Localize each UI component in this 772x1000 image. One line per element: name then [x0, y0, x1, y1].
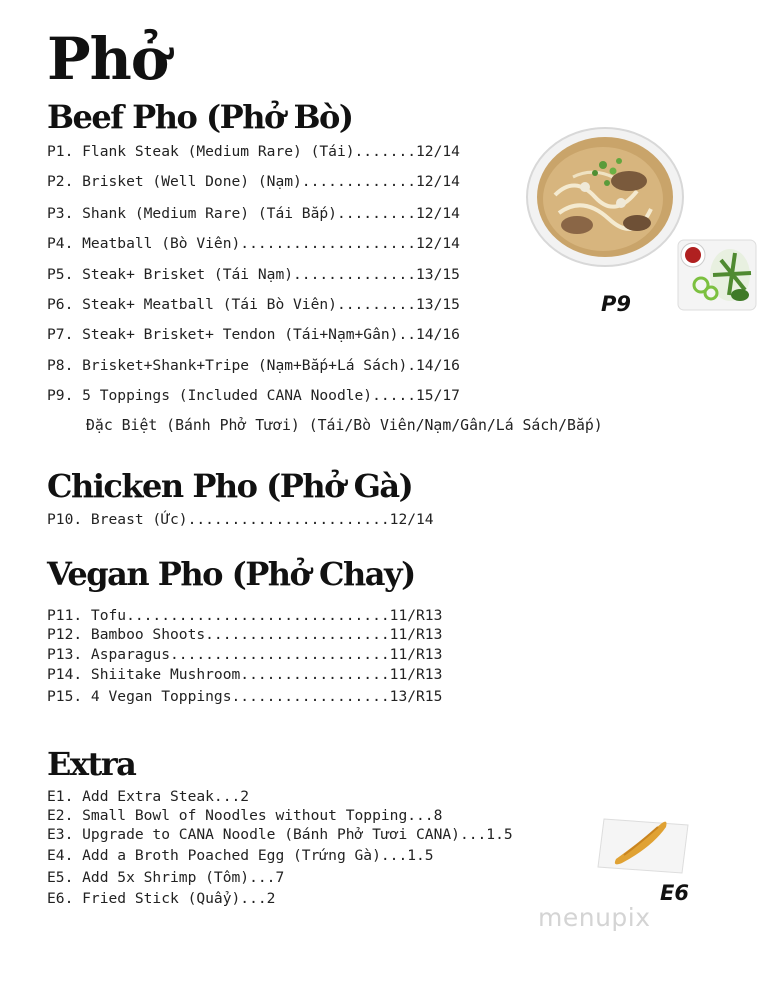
menu-item-e4: E4. Add a Broth Poached Egg (Trứng Gà)...1.5: [47, 847, 434, 864]
extra-heading: Extra: [47, 745, 136, 783]
menu-item-p1: P1. Flank Steak (Medium Rare) (Tái).......12/14: [47, 143, 460, 160]
menu-item-e1: E1. Add Extra Steak...2: [47, 788, 250, 805]
menu-item-p2: P2. Brisket (Well Done) (Nạm).............12/14: [47, 173, 460, 190]
menu-item-p3: P3. Shank (Medium Rare) (Tái Bắp).........12/14: [47, 205, 460, 222]
menu-item-p4: P4. Meatball (Bò Viên)....................12/14: [47, 235, 460, 252]
menu-item-p8: P8. Brisket+Shank+Tripe (Nạm+Bắp+Lá Sách).14/16: [47, 357, 460, 374]
menu-item-p11: P11. Tofu..............................11/R13: [47, 607, 443, 624]
p9-photo-label: P9: [601, 292, 632, 316]
menu-item-p9: P9. 5 Toppings (Included CANA Noodle).....15/17: [47, 387, 460, 404]
menu-item-p5: P5. Steak+ Brisket (Tái Nạm)..............13/15: [47, 266, 460, 283]
special-note: Đặc Biệt (Bánh Phở Tươi) (Tái/Bò Viên/Nạm/Gân/Lá Sách/Bắp): [86, 417, 603, 434]
e6-photo-label: E6: [660, 881, 689, 905]
menu-item-p15: P15. 4 Vegan Toppings..................13/R15: [47, 688, 443, 705]
menu-item-e6: E6. Fried Stick (Quẩy)...2: [47, 890, 276, 907]
menu-item-p14: P14. Shiitake Mushroom.................11/R13: [47, 666, 443, 683]
menu-item-p13: P13. Asparagus.........................11/R13: [47, 646, 443, 663]
vegan-pho-heading: Vegan Pho (Phở Chay): [47, 555, 415, 593]
beef-pho-heading: Beef Pho (Phở Bò): [47, 98, 353, 136]
menu-item-p6: P6. Steak+ Meatball (Tái Bò Viên).........13/15: [47, 296, 460, 313]
fried-stick-photo: [596, 815, 692, 877]
menu-item-e5: E5. Add 5x Shrimp (Tôm)...7: [47, 869, 285, 886]
menupix-watermark: menupix: [538, 903, 651, 932]
page-title: Phở: [47, 25, 169, 93]
menu-item-p7: P7. Steak+ Brisket+ Tendon (Tái+Nạm+Gân)..14/16: [47, 326, 460, 343]
pho-bowl-photo: [525, 125, 761, 320]
menu-item-e2: E2. Small Bowl of Noodles without Topping...8: [47, 807, 443, 824]
chicken-pho-heading: Chicken Pho (Phở Gà): [47, 467, 413, 505]
menu-item-p12: P12. Bamboo Shoots.....................11/R13: [47, 626, 443, 643]
menu-item-p10: P10. Breast (Ức).......................12/14: [47, 511, 434, 528]
menu-item-e3: E3. Upgrade to CANA Noodle (Bánh Phở Tươi CANA)...1.5: [47, 826, 513, 843]
